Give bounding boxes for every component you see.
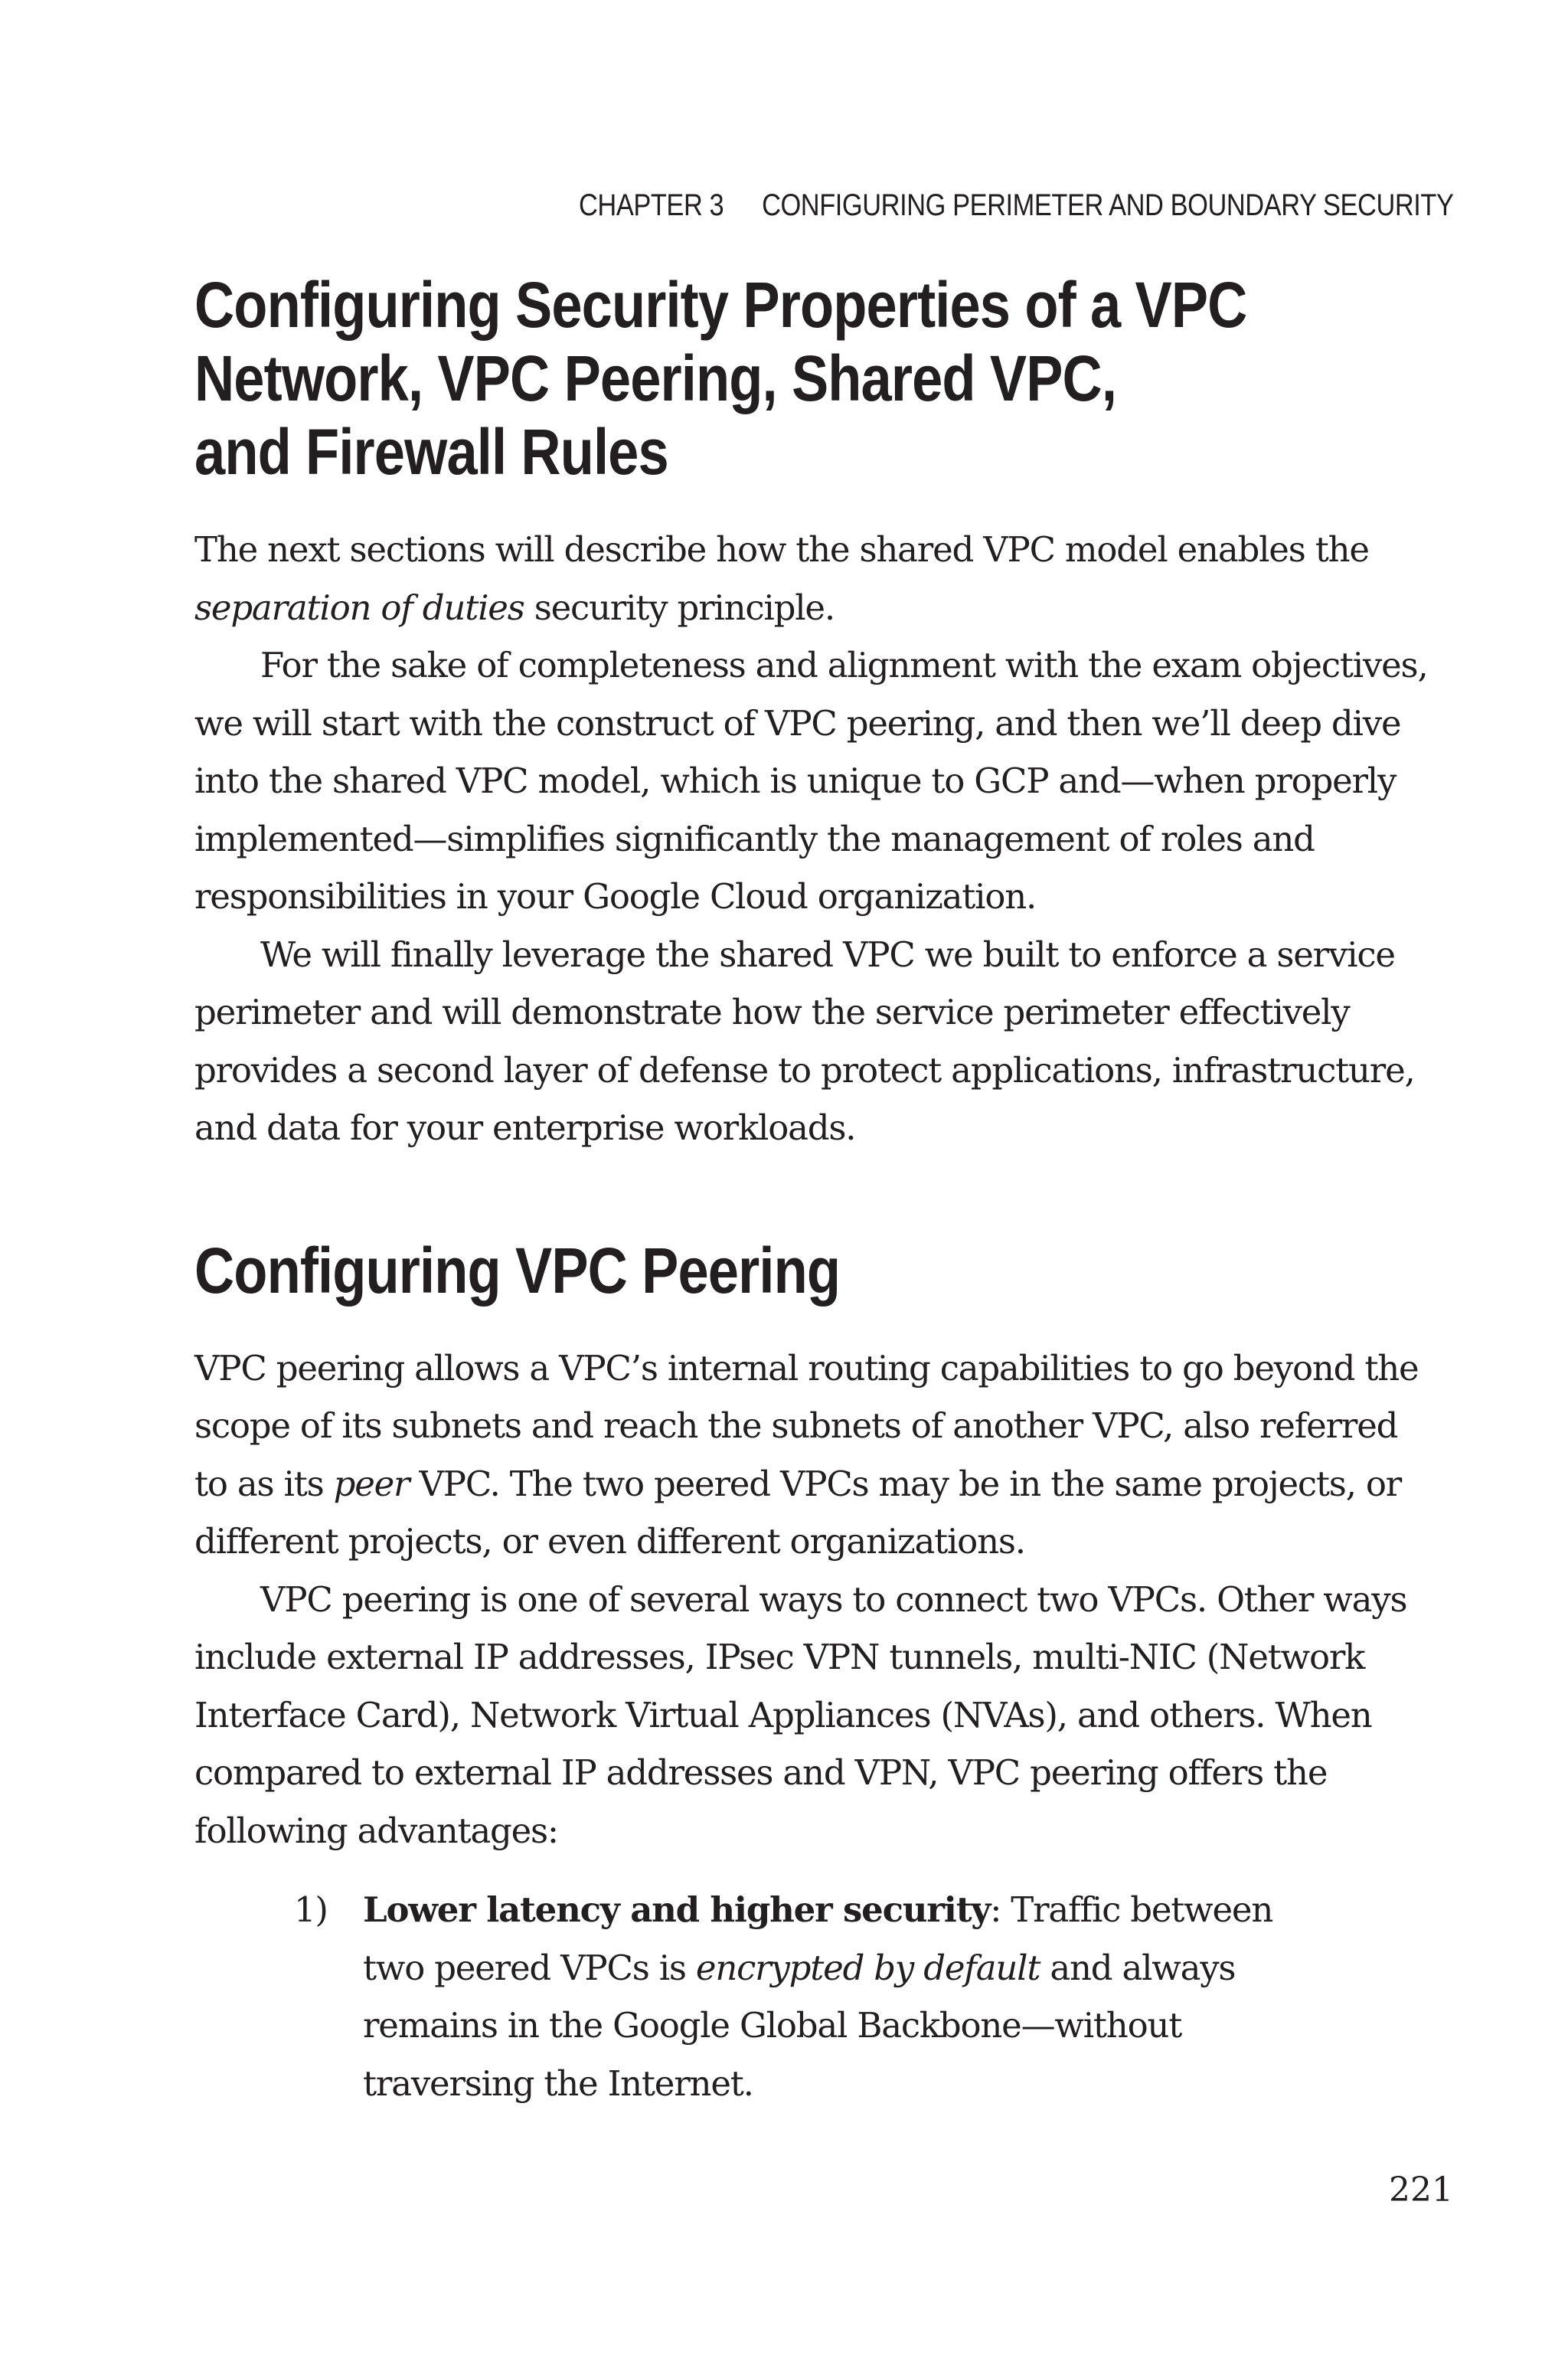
text-line: VPC peering allows a VPC’s internal routing capabilities to go beyond the <box>194 1347 1419 1389</box>
chapter-title: CONFIGURING PERIMETER AND BOUNDARY SECURITY <box>761 188 1453 222</box>
text-line: following advantages: <box>194 1810 558 1851</box>
text-line: implemented—simplifies significantly the management of roles and <box>194 818 1315 859</box>
text-line <box>363 1939 1458 1997</box>
chapter-label: CHAPTER 3 <box>578 188 724 222</box>
text-line: perimeter and will demonstrate how the service perimeter effectively <box>194 992 1350 1032</box>
text-line: into the shared VPC model, which is unique to GCP and—when properly <box>194 761 1396 801</box>
text-line <box>363 1881 1458 1939</box>
paragraph-vpc-peering-definition <box>194 1339 1458 1571</box>
text-span: security principle. <box>524 587 835 628</box>
text-line: For the sake of completeness and alignment with the exam objectives, <box>260 645 1428 685</box>
text-line: and data for your enterprise workloads. <box>194 1107 856 1148</box>
text-line <box>194 1455 1458 1513</box>
text-span: to as its <box>194 1463 334 1504</box>
emphasis-text: peer <box>333 1463 410 1504</box>
paragraph-connection-options <box>194 1571 1458 1860</box>
text-line: scope of its subnets and reach the subnets of another VPC, also referred <box>194 1405 1398 1446</box>
text-line: include external IP addresses, IPsec VPN tunnels, multi-NIC (Network <box>194 1637 1365 1677</box>
emphasis-text: encrypted by default <box>695 1947 1040 1988</box>
page-content <box>194 268 1458 2112</box>
text-line: remains in the Google Global Backbone—without <box>363 2005 1182 2046</box>
text-line: VPC peering is one of several ways to connect two VPCs. Other ways <box>260 1578 1407 1620</box>
page-number: 221 <box>1389 2170 1453 2210</box>
text-line: traversing the Internet. <box>363 2062 753 2104</box>
bold-term: Lower latency and higher security <box>363 1889 991 1930</box>
text-line: different projects, or even different organizations. <box>194 1521 1025 1562</box>
running-header <box>578 188 1453 223</box>
heading-line: Configuring Security Properties of a VPC <box>194 269 1247 341</box>
text-line: provides a second layer of defense to protect applications, infrastructure, <box>194 1049 1415 1091</box>
paragraph-intro <box>194 521 1458 636</box>
text-line: responsibilities in your Google Cloud organization. <box>194 876 1037 917</box>
text-span: : Traffic between <box>990 1889 1273 1930</box>
heading-line: and Firewall Rules <box>194 416 668 488</box>
text-span: and always <box>1040 1947 1236 1988</box>
numbered-list-item <box>194 1881 1458 2112</box>
list-number: 1) <box>294 1889 328 1930</box>
heading-line: Network, VPC Peering, Shared VPC, <box>194 342 1117 414</box>
text-line: compared to external IP addresses and VPN, VPC peering offers the <box>194 1752 1328 1793</box>
section-heading-security-properties <box>194 268 1281 489</box>
section-heading-vpc-peering: Configuring VPC Peering <box>194 1234 841 1307</box>
text-line: Interface Card), Network Virtual Appliances (NVAs), and others. When <box>194 1694 1372 1735</box>
text-line: The next sections will describe how the shared VPC model enables the <box>194 529 1369 570</box>
text-span: two peered VPCs is <box>363 1947 696 1988</box>
text-line: We will finally leverage the shared VPC we built to enforce a service <box>260 934 1395 975</box>
paragraph-completeness <box>194 636 1458 926</box>
text-line: we will start with the construct of VPC peering, and then we’ll deep dive <box>194 702 1401 744</box>
paragraph-service-perimeter <box>194 926 1458 1157</box>
emphasis-text: separation of duties <box>194 587 524 628</box>
text-line <box>194 579 1458 637</box>
text-span: VPC. The two peered VPCs may be in the same projects, or <box>409 1463 1402 1504</box>
